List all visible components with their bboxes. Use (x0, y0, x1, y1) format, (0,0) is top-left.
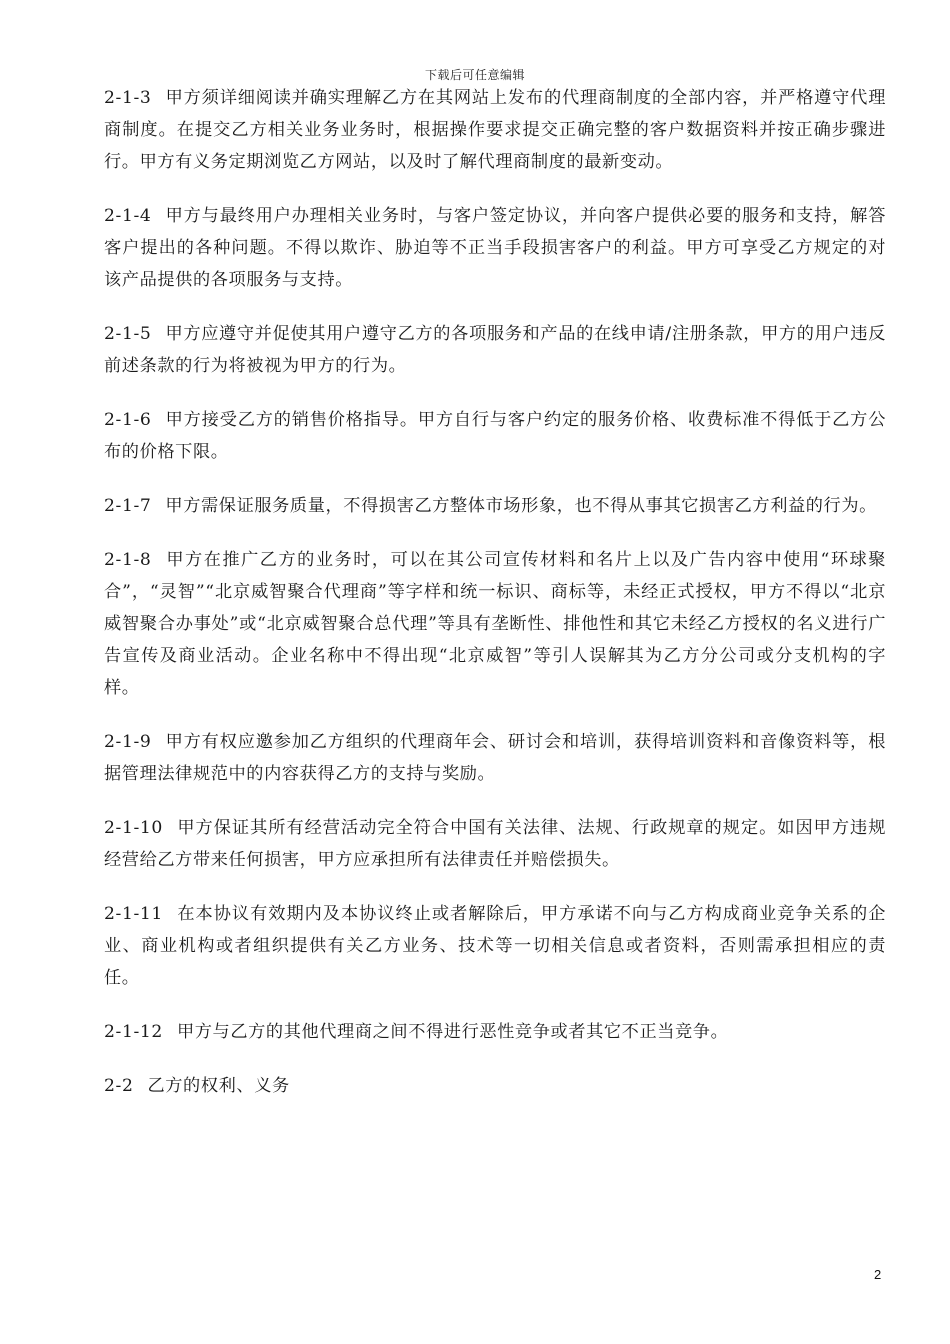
clause-text: 甲方需保证服务质量，不得损害乙方整体市场形象，也不得从事其它损害乙方利益的行为。 (165, 496, 877, 516)
clause-2-1-12 (104, 1016, 886, 1048)
clause-number: 2-1-3 (104, 88, 152, 108)
clause-number: 2-1-11 (104, 904, 163, 924)
clause-number: 2-1-4 (104, 206, 152, 226)
section-number: 2-2 (104, 1076, 134, 1096)
clause-2-1-3 (104, 82, 886, 178)
clause-2-1-4 (104, 200, 886, 296)
clause-number: 2-1-7 (104, 496, 152, 516)
clause-2-1-11 (104, 898, 886, 994)
clause-2-1-10 (104, 812, 886, 876)
clause-number: 2-1-5 (104, 324, 152, 344)
clause-text: 在本协议有效期内及本协议终止或者解除后，甲方承诺不向与乙方构成商业竞争关系的企业、商业机构或者组织提供有关乙方业务、技术等一切相关信息或者资料，否则需承担相应的责任。 (104, 904, 886, 988)
clause-number: 2-1-8 (104, 550, 152, 570)
clause-text: 甲方有权应邀参加乙方组织的代理商年会、研讨会和培训，获得培训资料和音像资料等，根据管理法律规范中的内容获得乙方的支持与奖励。 (104, 732, 886, 784)
clause-text: 甲方保证其所有经营活动完全符合中国有关法律、法规、行政规章的规定。如因甲方违规经营给乙方带来任何损害，甲方应承担所有法律责任并赔偿损失。 (104, 818, 886, 870)
section-heading-2-2 (104, 1070, 886, 1102)
clause-number: 2-1-12 (104, 1022, 163, 1042)
page-number: 2 (874, 1267, 882, 1282)
header-note: 下载后可任意编辑 (424, 68, 525, 82)
clause-number: 2-1-6 (104, 410, 152, 430)
clause-number: 2-1-9 (104, 732, 152, 752)
clause-number: 2-1-10 (104, 818, 163, 838)
clause-2-1-8 (104, 544, 886, 704)
document-body (104, 82, 886, 1124)
clause-text: 甲方接受乙方的销售价格指导。甲方自行与客户约定的服务价格、收费标准不得低于乙方公布的价格下限。 (104, 410, 886, 462)
clause-2-1-7 (104, 490, 886, 522)
clause-text: 甲方须详细阅读并确实理解乙方在其网站上发布的代理商制度的全部内容，并严格遵守代理商制度。在提交乙方相关业务业务时，根据操作要求提交正确完整的客户数据资料并按正确步骤进行。甲方有义务定期浏览乙方网站，以及时了解代理商制度的最新变动。 (104, 88, 886, 172)
section-title: 乙方的权利、义务 (147, 1076, 290, 1096)
clause-2-1-6 (104, 404, 886, 468)
clause-text: 甲方应遵守并促使其用户遵守乙方的各项服务和产品的在线申请/注册条款，甲方的用户违反前述条款的行为将被视为甲方的行为。 (104, 324, 886, 376)
clause-2-1-5 (104, 318, 886, 382)
clause-text: 甲方与乙方的其他代理商之间不得进行恶性竞争或者其它不正当竞争。 (176, 1022, 729, 1042)
clause-2-1-9 (104, 726, 886, 790)
clause-text: 甲方在推广乙方的业务时，可以在其公司宣传材料和名片上以及广告内容中使用“环球聚合”，“灵智”“北京威智聚合代理商”等字样和统一标识、商标等，未经正式授权，甲方不得以“北京威智聚合办事处”或“北京威智聚合总代理”等具有垄断性、排他性和其它未经乙方授权的名义进行广告宣传及商业活动。企业名称中不得出现“北京威智”等引人误解其为乙方分公司或分支机构的字样。 (104, 550, 886, 698)
clause-text: 甲方与最终用户办理相关业务时，与客户签定协议，并向客户提供必要的服务和支持，解答客户提出的各种问题。不得以欺诈、胁迫等不正当手段损害客户的利益。甲方可享受乙方规定的对该产品提供的各项服务与支持。 (104, 206, 886, 290)
